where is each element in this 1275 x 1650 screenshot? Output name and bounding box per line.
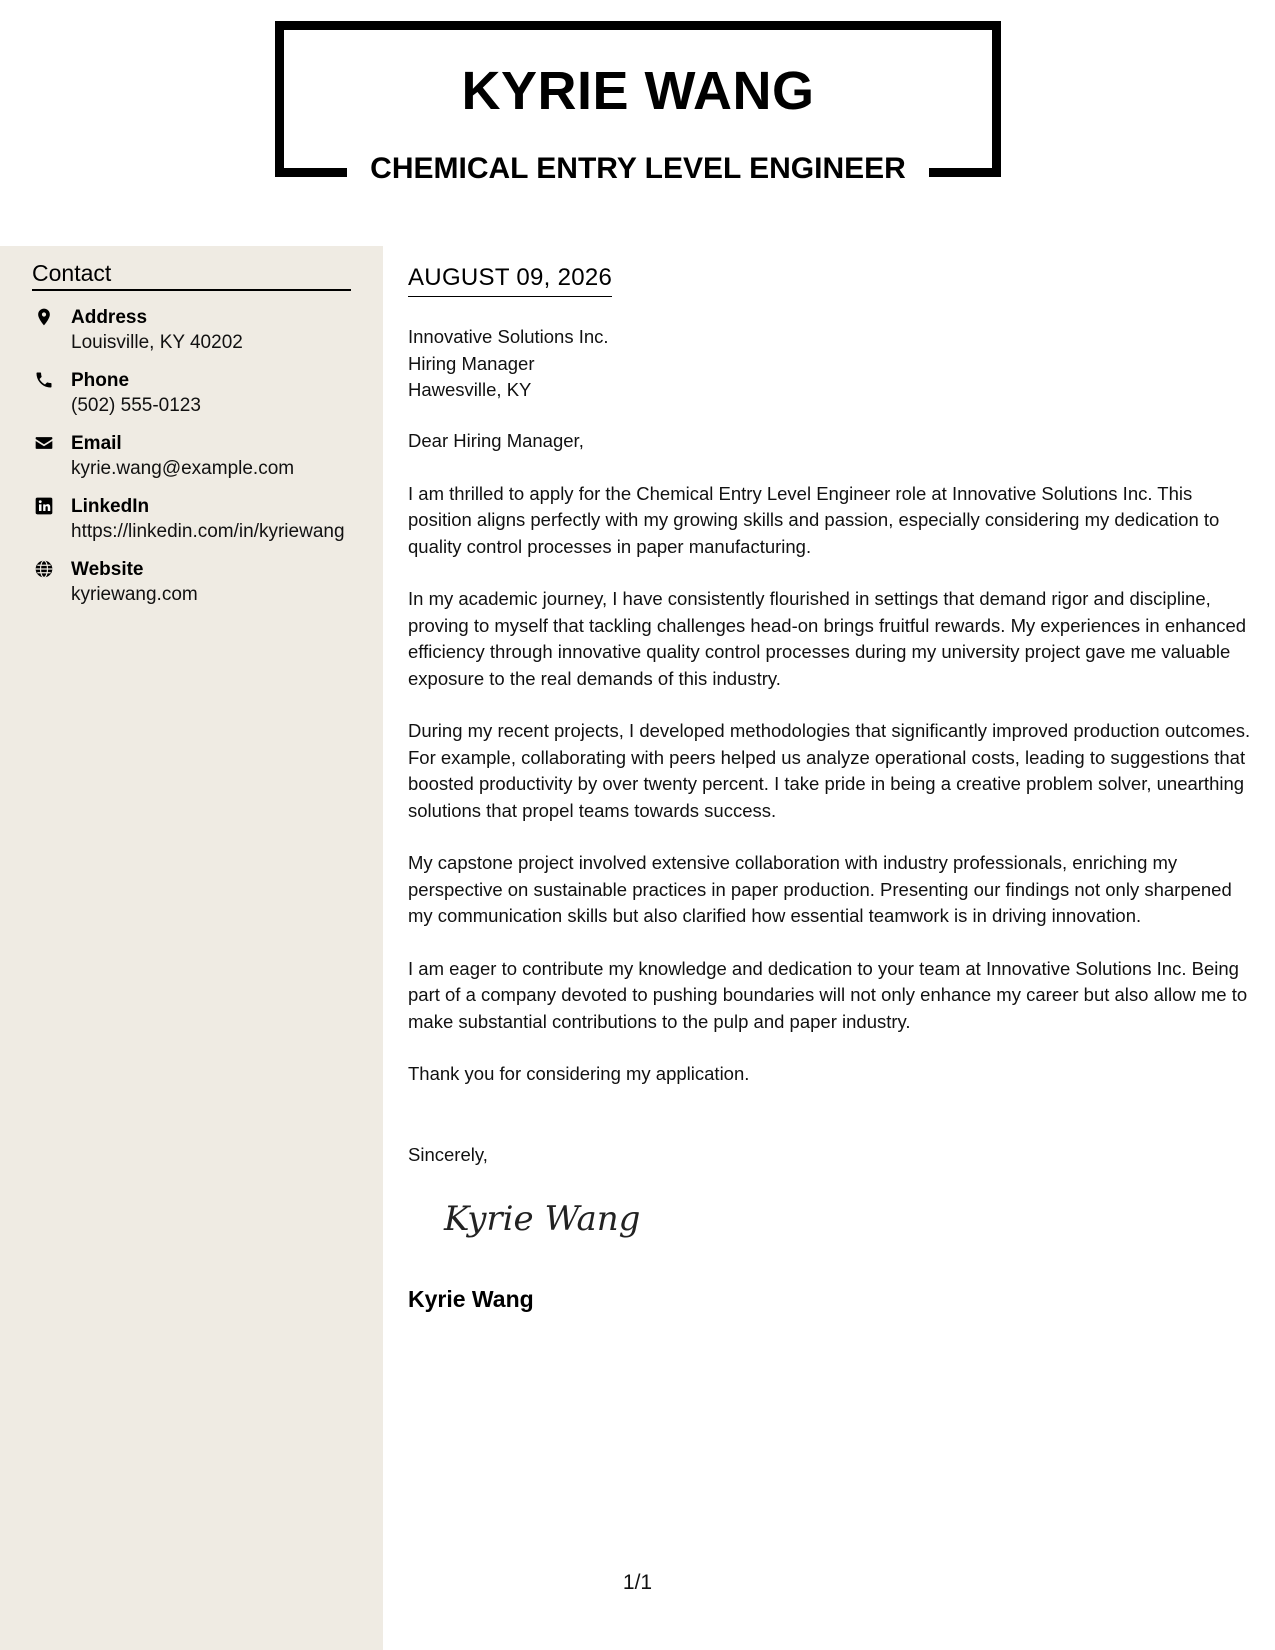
signer-name: Kyrie Wang	[408, 1286, 534, 1312]
salutation: Dear Hiring Manager,	[408, 430, 584, 451]
contact-label: LinkedIn	[71, 496, 150, 517]
website-link[interactable]: kyriewang.com	[71, 584, 198, 605]
signature-text: Kyrie Wang	[444, 1199, 641, 1239]
paragraph: Thank you for considering my application.	[408, 1063, 750, 1084]
paragraph: I am eager to contribute my knowledge and dedication to your team at Innovative Solutions Inc. Being part of a company devoted to pushing boundaries will not only enhance my career but also allow me to make substantial contributions to the pulp and paper industry.	[408, 957, 1248, 1032]
phone-icon	[34, 370, 54, 390]
phone-value: (502) 555-0123	[71, 395, 201, 416]
contact-heading: Contact	[32, 260, 351, 291]
recipient-company: Innovative Solutions Inc.	[408, 326, 609, 347]
linkedin-link[interactable]: https://linkedin.com/in/kyriewang	[71, 521, 345, 542]
email-link[interactable]: kyrie.wang@example.com	[71, 458, 295, 479]
frame-top-border	[275, 21, 1001, 30]
letter-header	[0, 0, 1275, 246]
paragraph: In my academic journey, I have consistently flourished in settings that demand rigor and discipline, proving to myself that tackling challenges head-on brings fruitful rewards. My experiences in enhanced efficiency through innovative quality control processes during my university project gave me valuable exposure to the real demands of this industry.	[408, 588, 1247, 689]
envelope-icon	[34, 433, 54, 453]
letter-text	[408, 428, 1253, 1114]
contact-item-email	[32, 432, 352, 482]
contact-label: Email	[71, 433, 122, 454]
map-pin-icon	[34, 307, 54, 327]
recipient-location: Hawesville, KY	[408, 379, 532, 400]
closing: Sincerely,	[408, 1144, 488, 1165]
contact-label: Website	[71, 559, 144, 580]
page-number: 1/1	[622, 1571, 653, 1594]
contact-item-phone	[32, 369, 352, 419]
letter-date: AUGUST 09, 2026	[408, 264, 612, 297]
paragraph: I am thrilled to apply for the Chemical Entry Level Engineer role at Innovative Solutions Inc. This position aligns perfectly with my growing skills and passion, especially considering my dedication to quality control processes in paper manufacturing.	[408, 482, 1220, 557]
contact-label: Address	[71, 307, 148, 328]
contact-sidebar	[0, 246, 383, 1650]
applicant-name: KYRIE WANG	[461, 61, 815, 121]
recipient-contact: Hiring Manager	[408, 352, 535, 374]
contact-item-website	[32, 558, 352, 608]
address-value: Louisville, KY 40202	[71, 332, 243, 353]
linkedin-icon	[34, 496, 54, 516]
recipient-block	[408, 324, 609, 404]
globe-icon	[34, 559, 54, 579]
job-title: CHEMICAL ENTRY LEVEL ENGINEER	[370, 152, 906, 185]
contact-list	[32, 306, 352, 621]
handwritten-signature	[438, 1194, 648, 1244]
contact-item-address	[32, 306, 352, 356]
paragraph: During my recent projects, I developed methodologies that significantly improved production outcomes. For example, collaborating with peers helped us analyze operational costs, leading to suggestions that boosted productivity by over twenty percent. I take pride in being a creative problem solver, unearthing solutions that propel teams towards success.	[408, 720, 1251, 821]
contact-item-linkedin	[32, 495, 352, 545]
contact-label: Phone	[71, 370, 130, 391]
paragraph: My capstone project involved extensive collaboration with industry professionals, enriching my perspective on sustainable practices in paper production. Presenting our findings not only sharpened my communication skills but also clarified how essential teamwork is in driving innovation.	[408, 852, 1232, 926]
